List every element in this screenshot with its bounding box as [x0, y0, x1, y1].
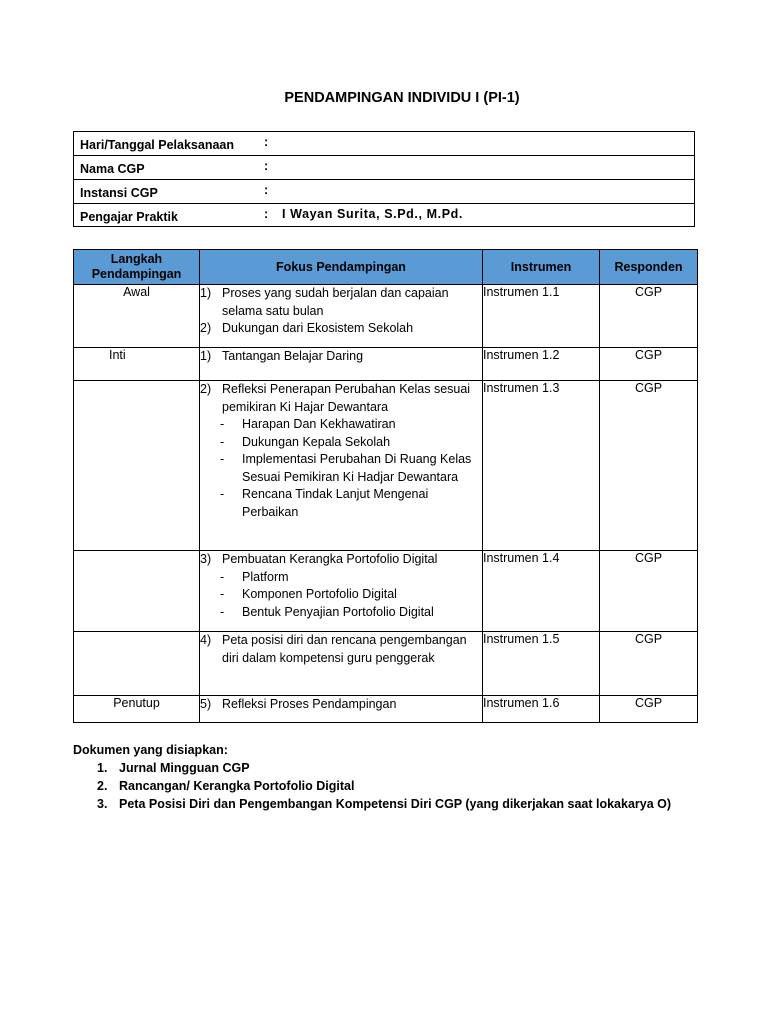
sub-item-text: Komponen Portofolio Digital — [242, 587, 397, 601]
list-item — [200, 348, 482, 366]
instrumen-cell: Instrumen 1.6 — [483, 696, 600, 723]
langkah-cell — [74, 632, 200, 696]
info-value: I Wayan Surita, S.Pd., M.Pd. — [282, 207, 463, 221]
info-label: Pengajar Praktik — [80, 210, 178, 224]
instrumen-cell: Instrumen 1.4 — [483, 551, 600, 632]
fokus-cell — [200, 348, 483, 381]
fokus-cell — [200, 632, 483, 696]
sub-item-text: Harapan Dan Kekhawatiran — [242, 417, 396, 431]
item-text: Rancangan/ Kerangka Portofolio Digital — [119, 779, 355, 793]
item-number: 5) — [200, 697, 212, 711]
documents-section — [73, 741, 671, 813]
table-row — [74, 285, 698, 348]
header-fokus: Fokus Pendampingan — [200, 250, 483, 285]
item-number: 1) — [200, 349, 212, 363]
table-row — [74, 696, 698, 723]
item-text: Proses yang sudah berjalan dan capaian selama satu bulan — [222, 286, 449, 318]
table-row — [74, 551, 698, 632]
list-item — [200, 381, 482, 416]
info-row-teacher — [74, 204, 694, 226]
list-item — [73, 759, 671, 777]
item-text: Peta posisi diri dan rencana pengembangan diri dalam kompetensi guru penggerak — [222, 633, 467, 665]
dash-bullet: - — [220, 569, 225, 584]
item-number: 2. — [97, 779, 108, 793]
sub-item — [200, 416, 482, 434]
instrumen-cell: Instrumen 1.2 — [483, 348, 600, 381]
langkah-cell — [74, 381, 200, 551]
item-number: 3. — [97, 797, 108, 811]
instrumen-cell: Instrumen 1.5 — [483, 632, 600, 696]
info-colon: : — [264, 135, 269, 149]
dash-bullet: - — [220, 417, 225, 431]
sub-item — [200, 486, 482, 521]
item-text: Pembuatan Kerangka Portofolio Digital — [222, 552, 438, 566]
sub-item — [200, 604, 482, 622]
instrumen-cell: Instrumen 1.1 — [483, 285, 600, 348]
sub-item-text: Dukungan Kepala Sekolah — [242, 434, 391, 449]
table-row — [74, 348, 698, 381]
dash-bullet: - — [220, 487, 225, 501]
item-text: Refleksi Penerapan Perubahan Kelas sesuai pemikiran Ki Hajar Dewantara — [222, 382, 471, 414]
item-number: 3) — [200, 552, 212, 566]
responden-cell: CGP — [600, 348, 698, 381]
info-row-cgp-name — [74, 156, 694, 180]
table-row — [74, 381, 698, 551]
info-colon: : — [264, 183, 269, 197]
dash-bullet: - — [220, 604, 225, 619]
fokus-cell — [200, 696, 483, 723]
responden-cell: CGP — [600, 696, 698, 723]
dash-bullet: - — [220, 434, 225, 449]
responden-cell: CGP — [600, 381, 698, 551]
table-row — [74, 632, 698, 696]
header-instrumen: Instrumen — [483, 250, 600, 285]
info-row-date — [74, 132, 694, 156]
sub-item — [200, 451, 482, 486]
dash-bullet: - — [220, 452, 225, 466]
item-text: Jurnal Mingguan CGP — [119, 761, 250, 775]
item-number: 4) — [200, 633, 212, 647]
sub-item-text: Implementasi Perubahan Di Ruang Kelas Sesuai Pemikiran Ki Hadjar Dewantara — [242, 452, 472, 484]
list-item — [73, 777, 671, 795]
fokus-cell — [200, 551, 483, 632]
sub-item-text: Bentuk Penyajian Portofolio Digital — [242, 604, 434, 619]
document-title: PENDAMPINGAN INDIVIDU I (PI-1) — [284, 90, 520, 106]
responden-cell: CGP — [600, 285, 698, 348]
item-number: 1) — [200, 286, 212, 300]
responden-cell: CGP — [600, 551, 698, 632]
fokus-cell — [200, 381, 483, 551]
info-label: Hari/Tanggal Pelaksanaan — [80, 138, 234, 152]
list-item — [200, 285, 482, 320]
item-text: Refleksi Proses Pendampingan — [222, 697, 397, 711]
info-colon: : — [264, 159, 269, 173]
item-text: Tantangan Belajar Daring — [222, 349, 364, 363]
table-header-row — [74, 250, 698, 285]
langkah-cell: Awal — [74, 285, 200, 348]
documents-heading: Dokumen yang disiapkan: — [73, 743, 228, 757]
fokus-cell — [200, 285, 483, 348]
item-text: Dukungan dari Ekosistem Sekolah — [222, 321, 414, 335]
responden-cell: CGP — [600, 632, 698, 696]
list-item — [73, 795, 671, 813]
item-number: 2) — [200, 321, 212, 335]
header-langkah: Langkah Pendampingan — [74, 250, 200, 285]
list-item — [200, 696, 482, 714]
info-colon: : — [264, 207, 269, 221]
item-number: 2) — [200, 382, 212, 396]
info-label: Nama CGP — [80, 162, 145, 176]
info-row-institution — [74, 180, 694, 204]
dash-bullet: - — [220, 587, 225, 601]
mentoring-table — [73, 249, 698, 723]
instrumen-cell: Instrumen 1.3 — [483, 381, 600, 551]
item-text: Peta Posisi Diri dan Pengembangan Kompetensi Diri CGP (yang dikerjakan saat lokakarya O) — [119, 797, 672, 811]
item-number: 1. — [97, 761, 108, 775]
info-table — [73, 131, 695, 227]
list-item — [200, 551, 482, 569]
sub-item — [200, 586, 482, 604]
sub-item-text: Platform — [242, 569, 289, 584]
langkah-cell: Penutup — [74, 696, 200, 723]
sub-item-text: Rencana Tindak Lanjut Mengenai Perbaikan — [242, 487, 429, 519]
info-label: Instansi CGP — [80, 186, 158, 200]
header-responden: Responden — [600, 250, 698, 285]
sub-item — [200, 434, 482, 452]
langkah-cell: Inti — [74, 348, 200, 381]
sub-item — [200, 569, 482, 587]
list-item — [200, 632, 482, 667]
list-item — [200, 320, 482, 338]
langkah-cell — [74, 551, 200, 632]
